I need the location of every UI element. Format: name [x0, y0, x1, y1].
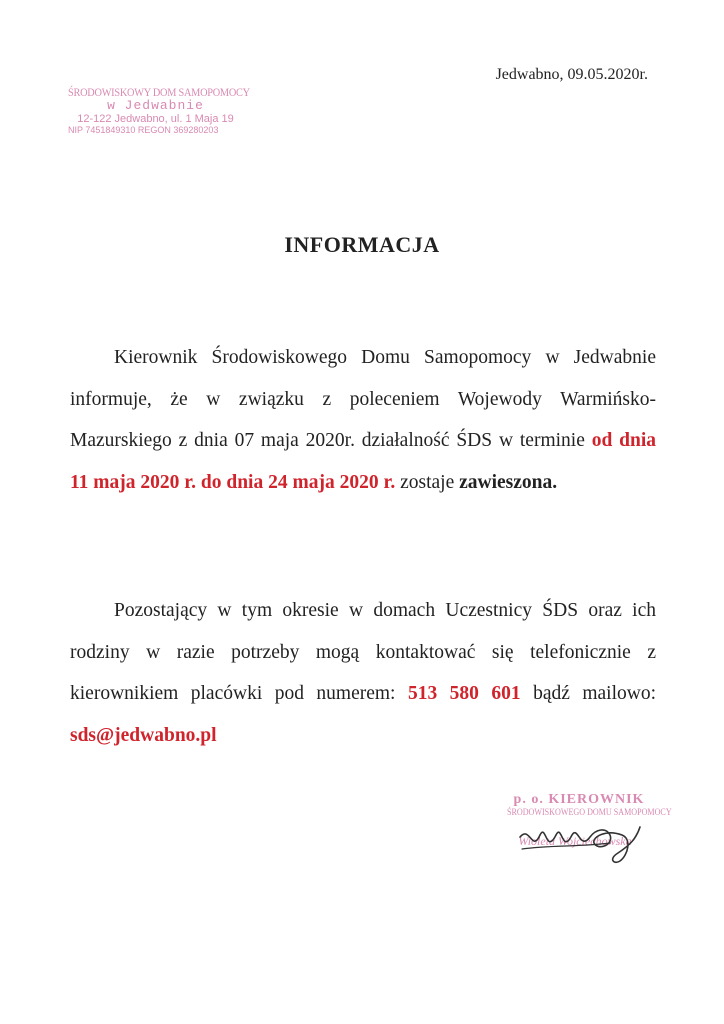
stamp-person-name: Wioleta Wojciechowska [518, 834, 632, 849]
document-date: Jedwabno, 09.05.2020r. [495, 66, 648, 83]
phone-number: 513 580 601 [407, 683, 521, 704]
paragraph-contact [70, 590, 656, 756]
stamp-line-name: ŚRODOWISKOWY DOM SAMOPOMOCY [68, 85, 250, 99]
stamp-line-ids: NIP 7451849310 REGON 369280203 [68, 124, 219, 135]
suspended-word: zawieszona. [459, 471, 558, 493]
email-address: sds@jedwabno.pl [70, 724, 217, 746]
handwritten-signature [510, 805, 660, 875]
stamp-line-town: w Jedwabnie [107, 98, 204, 114]
document-title: INFORMACJA [284, 232, 440, 257]
paragraph-text: zostaje [395, 471, 460, 493]
stamp-line-address: 12-122 Jedwabno, ul. 1 Maja 19 [77, 113, 234, 126]
paragraph-text: Pozostający w tym okresie w domach Uczestnicy ŚDS oraz ich rodziny w razie potrzeby mogą kontaktować się telefonicznie z kierownikiem placówki pod numerem: [70, 600, 656, 704]
suspension-period: od dnia 11 maja 2020 r. do dnia 24 maja 2020 r. [70, 430, 656, 493]
stamp-role: p. o. KIEROWNIK [513, 792, 645, 807]
paragraph-text: bądź mailowo: [520, 683, 656, 704]
organization-stamp [68, 85, 250, 135]
stamp-institution: ŚRODOWISKOWEGO DOMU SAMOPOMOCY [507, 808, 672, 819]
paragraph-text: Kierownik Środowiskowego Domu Samopomocy w Jedwabnie informuje, że w związku z poleceniem Wojewody Warmińsko-Mazurskiego z dnia 07 maja 2020r. działalność ŚDS w terminie [70, 347, 656, 451]
paragraph-suspension [70, 337, 656, 503]
